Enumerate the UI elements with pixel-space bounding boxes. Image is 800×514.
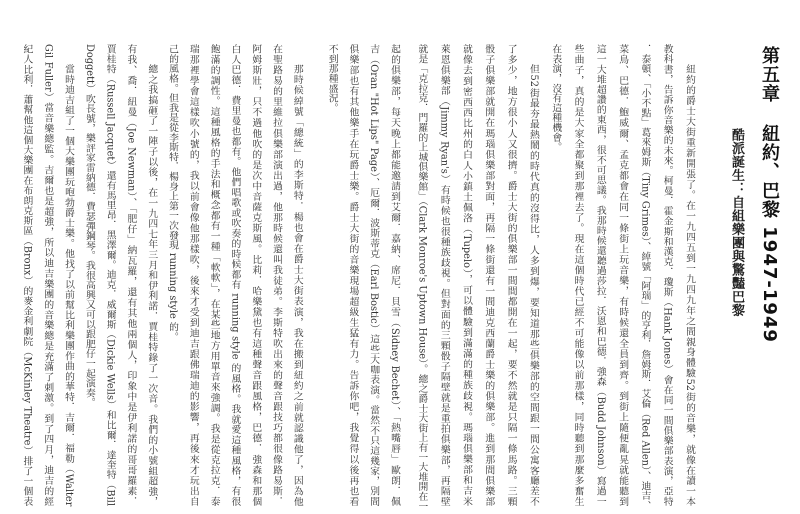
text-line: 就像去到密西西比州的白人小鎮土佩洛（Tupelo），可以體驗到滿滿的種族歧視。瑪瑙俱樂部和吉米 [461, 44, 473, 506]
text-line: 了多少，地方很小人又很擠。爵士大街的俱樂部一間間都開在一起，要不然就是只隔一條馬路。三顆 [505, 44, 517, 506]
text-line: 白人巴德．費里曼也都有。他們唱歌或吹奏的時候都有 running style 的風格。我就愛這種風格，有很 [229, 44, 241, 506]
text-line: 那時候綽號「總統」的李斯特．楊也會在爵士大街表演，我在搬到紐約之前就認識他了，因為他 [291, 63, 303, 506]
text-line: 在表演，沒有這種機會。 [550, 44, 562, 152]
text-line: 在聖路易的里維拉俱樂部演出過，他那時候還叫我徒弟。李斯特吹出來的聲音跟技巧都很像路易斯． [271, 44, 283, 506]
paragraph [321, 44, 404, 506]
text-line: 菜鳥、巴德．鮑威爾、孟克都會在同一條街上玩音樂，有時候還全員到齊。到街上隨便亂晃就能聽到 [617, 44, 629, 506]
text-line: 總之我搞砸了一陣子以後，在一九四七年三月和伊利諾．賈桂特錄了一次音。我們的小號組超強， [146, 63, 158, 506]
text-line: 萊恩俱樂部（Jimmy Ryan's）有時候也很種族歧視。但對面的三顆骰子隔壁就是重拍俱樂部，再隔壁 [438, 44, 450, 506]
text-line: 紀人比利．蕭幫他這個大樂團在布朗克斯區（Bronx）的麥金利劇院（McKinley Theatre）排了一個表 [21, 44, 33, 506]
paragraph [161, 44, 307, 506]
paragraph [544, 44, 700, 511]
chapter-number: 第五章 [759, 46, 780, 103]
chapter-subtitle: 酷派誕生：自組樂團與驚豔巴黎 [729, 128, 744, 317]
text-line: Doggett）吹長號，樂評家雷納德．費瑟彈鋼琴。我很高興又可以跟肥仔一起演奏。 [83, 44, 95, 408]
text-line: 紐約的爵士大街重新開張了。在一九四五到一九四九年之間親身體驗52街的音樂，就像在讀一本 [684, 63, 695, 506]
text-line: ．泰頓、「小不點」葛來姆斯（Tiny Grimes）、綽號「阿瑞」的亨利．詹姆斯．艾倫（Red Allen）、迪吉、 [639, 44, 651, 511]
paragraph [410, 44, 544, 512]
text-line: 不到那種盛況。 [326, 44, 338, 113]
text-line: Gil Fuller）當音樂總監。吉爾也是超強，所以迪吉樂團的音樂總是充滿了刺激。到了四月，迪吉的經 [42, 44, 54, 506]
text-line: 賈桂特（Russell Jacquet）還有馬里昂．黑澤爾。迪克．威爾斯（Dickie Wells）和比爾．達奎特（Bill [104, 44, 116, 506]
text-line: 吉（Oran "Hot Lips" Page）、厄爾．波斯蒂克（Earl Bostic）這些大咖表演。當然不只這幾家，別間 [368, 44, 380, 506]
text-line: 俱樂部也有其他樂手在玩爵士樂。爵士大街的音樂現場超級生猛有力。告訴你吧，我覺得以後再也看 [347, 44, 359, 506]
text-line: 當時迪吉組了一個大樂團玩咆勃爵士樂。他找了以前幫比利樂團作曲的華特．吉爾．福勒（Walter [63, 63, 75, 506]
section-break [307, 44, 321, 506]
left-page-body [14, 44, 404, 506]
text-line: 些曲子，真的是大家全都聚到那裡去了。現在這個時代已經不可能像以前那樣，同時聽到那麼多奮生 [572, 44, 584, 506]
right-page-body [410, 44, 700, 512]
text-line: 起的俱樂部，每天晚上都能邀請到艾爾．嘉納、席尼．貝雪（Sidney Bechet）、「熱嘴唇」歐朗．佩 [389, 44, 400, 506]
text-line: 己的風格。但我是從李斯特．楊身上第一次發現 running style 的。 [167, 44, 179, 342]
text-line: 就是「克拉克．門羅的上城俱樂館」（Clark Monroe's Uptown House）。總之爵士大街上有一大堆開在一 [416, 44, 428, 512]
text-line: 骰子俱樂部就開在瑪瑙俱樂部對面，再隔一條街還有一間迪克西蘭爵士樂的俱樂部。進到那間俱樂部 [483, 44, 495, 506]
text-line: 教科書，告訴你音樂的未來。柯曼．霍金斯和漢克．瓊斯（Hank Jones）會在同一間俱樂部表演，亞特 [661, 44, 673, 506]
text-line: 這一大堆超讚的東西，很不可思議。我那時候還聽過莎拉．沃恩和巴德．強森（Budd Johnson）寫過一 [594, 44, 606, 506]
paragraph [16, 44, 78, 506]
paragraph [78, 44, 161, 506]
text-line: 但52街最夯最熱鬧的時代真的沒得比，人多到爆，要知道那些俱樂部的空間跟一間公寓客廳差不 [527, 63, 539, 506]
text-line: 瑞那裡學會這樣吹小號的，我以前會像他那樣吹，後來才受到迪吉跟佛瑞迪的影響，再後來才玩出自 [187, 44, 199, 506]
text-line: 有我、喬．紐曼（Joe Newman）、「肥仔」納瓦羅，還有其他兩個人，印象中是伊利諾的哥哥羅素． [125, 44, 137, 506]
chapter-title: 紐約、巴黎 1947-1949 [759, 124, 780, 343]
text-line: 阿姆斯壯，只不過他吹的是次中音薩克斯風。比莉．哈樂黛也有這種聲音跟風格，巴德．強森和那個 [250, 44, 262, 506]
text-line: 飽滿的調性。這種風格的手法和概念都有一種「軟軟」，在某些地方用單音來強調。我是從克拉克．泰 [208, 44, 220, 506]
